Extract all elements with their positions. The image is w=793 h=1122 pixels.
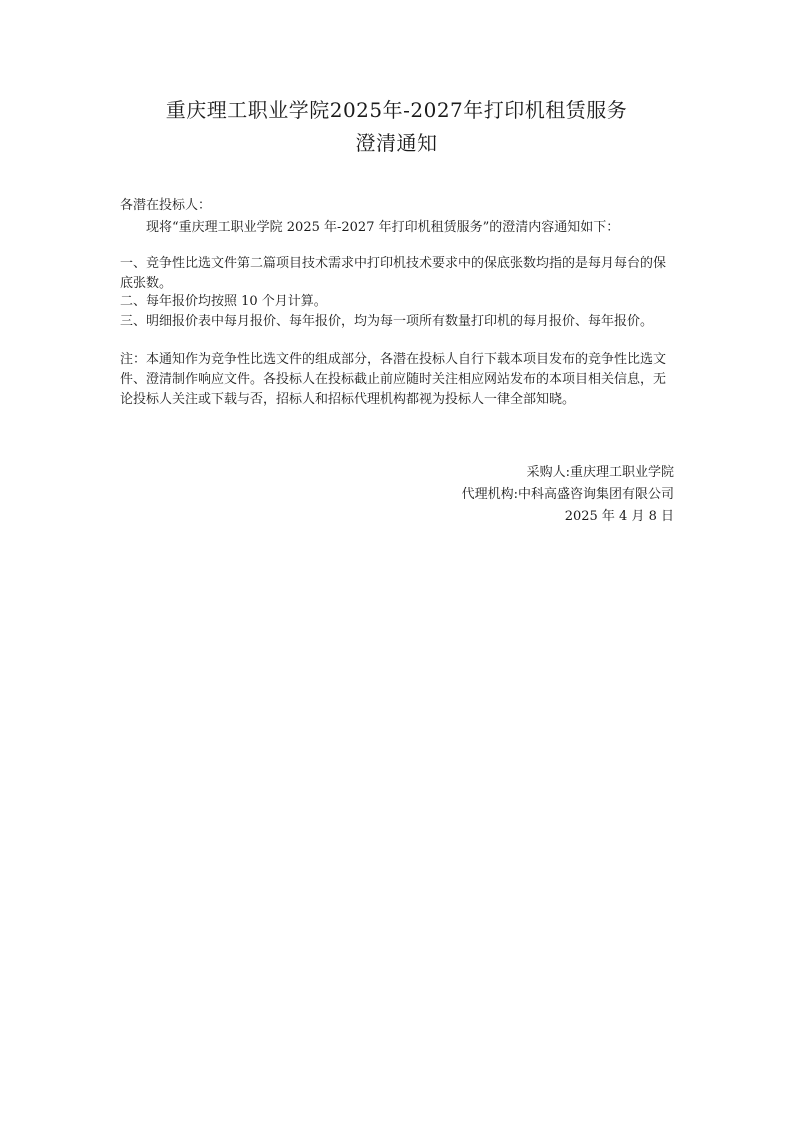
note-paragraph: 注：本通知作为竞争性比选文件的组成部分，各潜在投标人自行下载本项目发布的竞争性比选文件、澄清制作响应文件。各投标人在投标截止前应随时关注相应网站发布的本项目相关信息，无论投标人关注或下载与否，招标人和招标代理机构都视为投标人一律全部知晓。 [120, 352, 667, 407]
agency-line: 代理机构:中科高盛咨询集团有限公司 [461, 487, 674, 502]
clarification-item-3: 三、明细报价表中每月报价、每年报价，均为每一项所有数量打印机的每月报价、每年报价。 [120, 314, 654, 329]
document-title-line2: 澄清通知 [355, 131, 438, 155]
purchaser-line: 采购人:重庆理工职业学院 [526, 465, 674, 480]
clarification-item-1: 一、竞争性比选文件第二篇项目技术需求中打印机技术要求中的保底张数均指的是每月每台的保底张数。 [120, 256, 667, 291]
document-title-line1: 重庆理工职业学院2025年-2027年打印机租赁服务 [165, 98, 628, 122]
salutation: 各潜在投标人： [120, 198, 212, 213]
clarification-item-2: 二、每年报价均按照 10 个月计算。 [120, 294, 327, 309]
intro-paragraph: 现将“重庆理工职业学院 2025 年-2027 年打印机租赁服务”的澄清内容通知如下： [146, 220, 620, 235]
date-line: 2025 年 4 月 8 日 [564, 509, 674, 524]
